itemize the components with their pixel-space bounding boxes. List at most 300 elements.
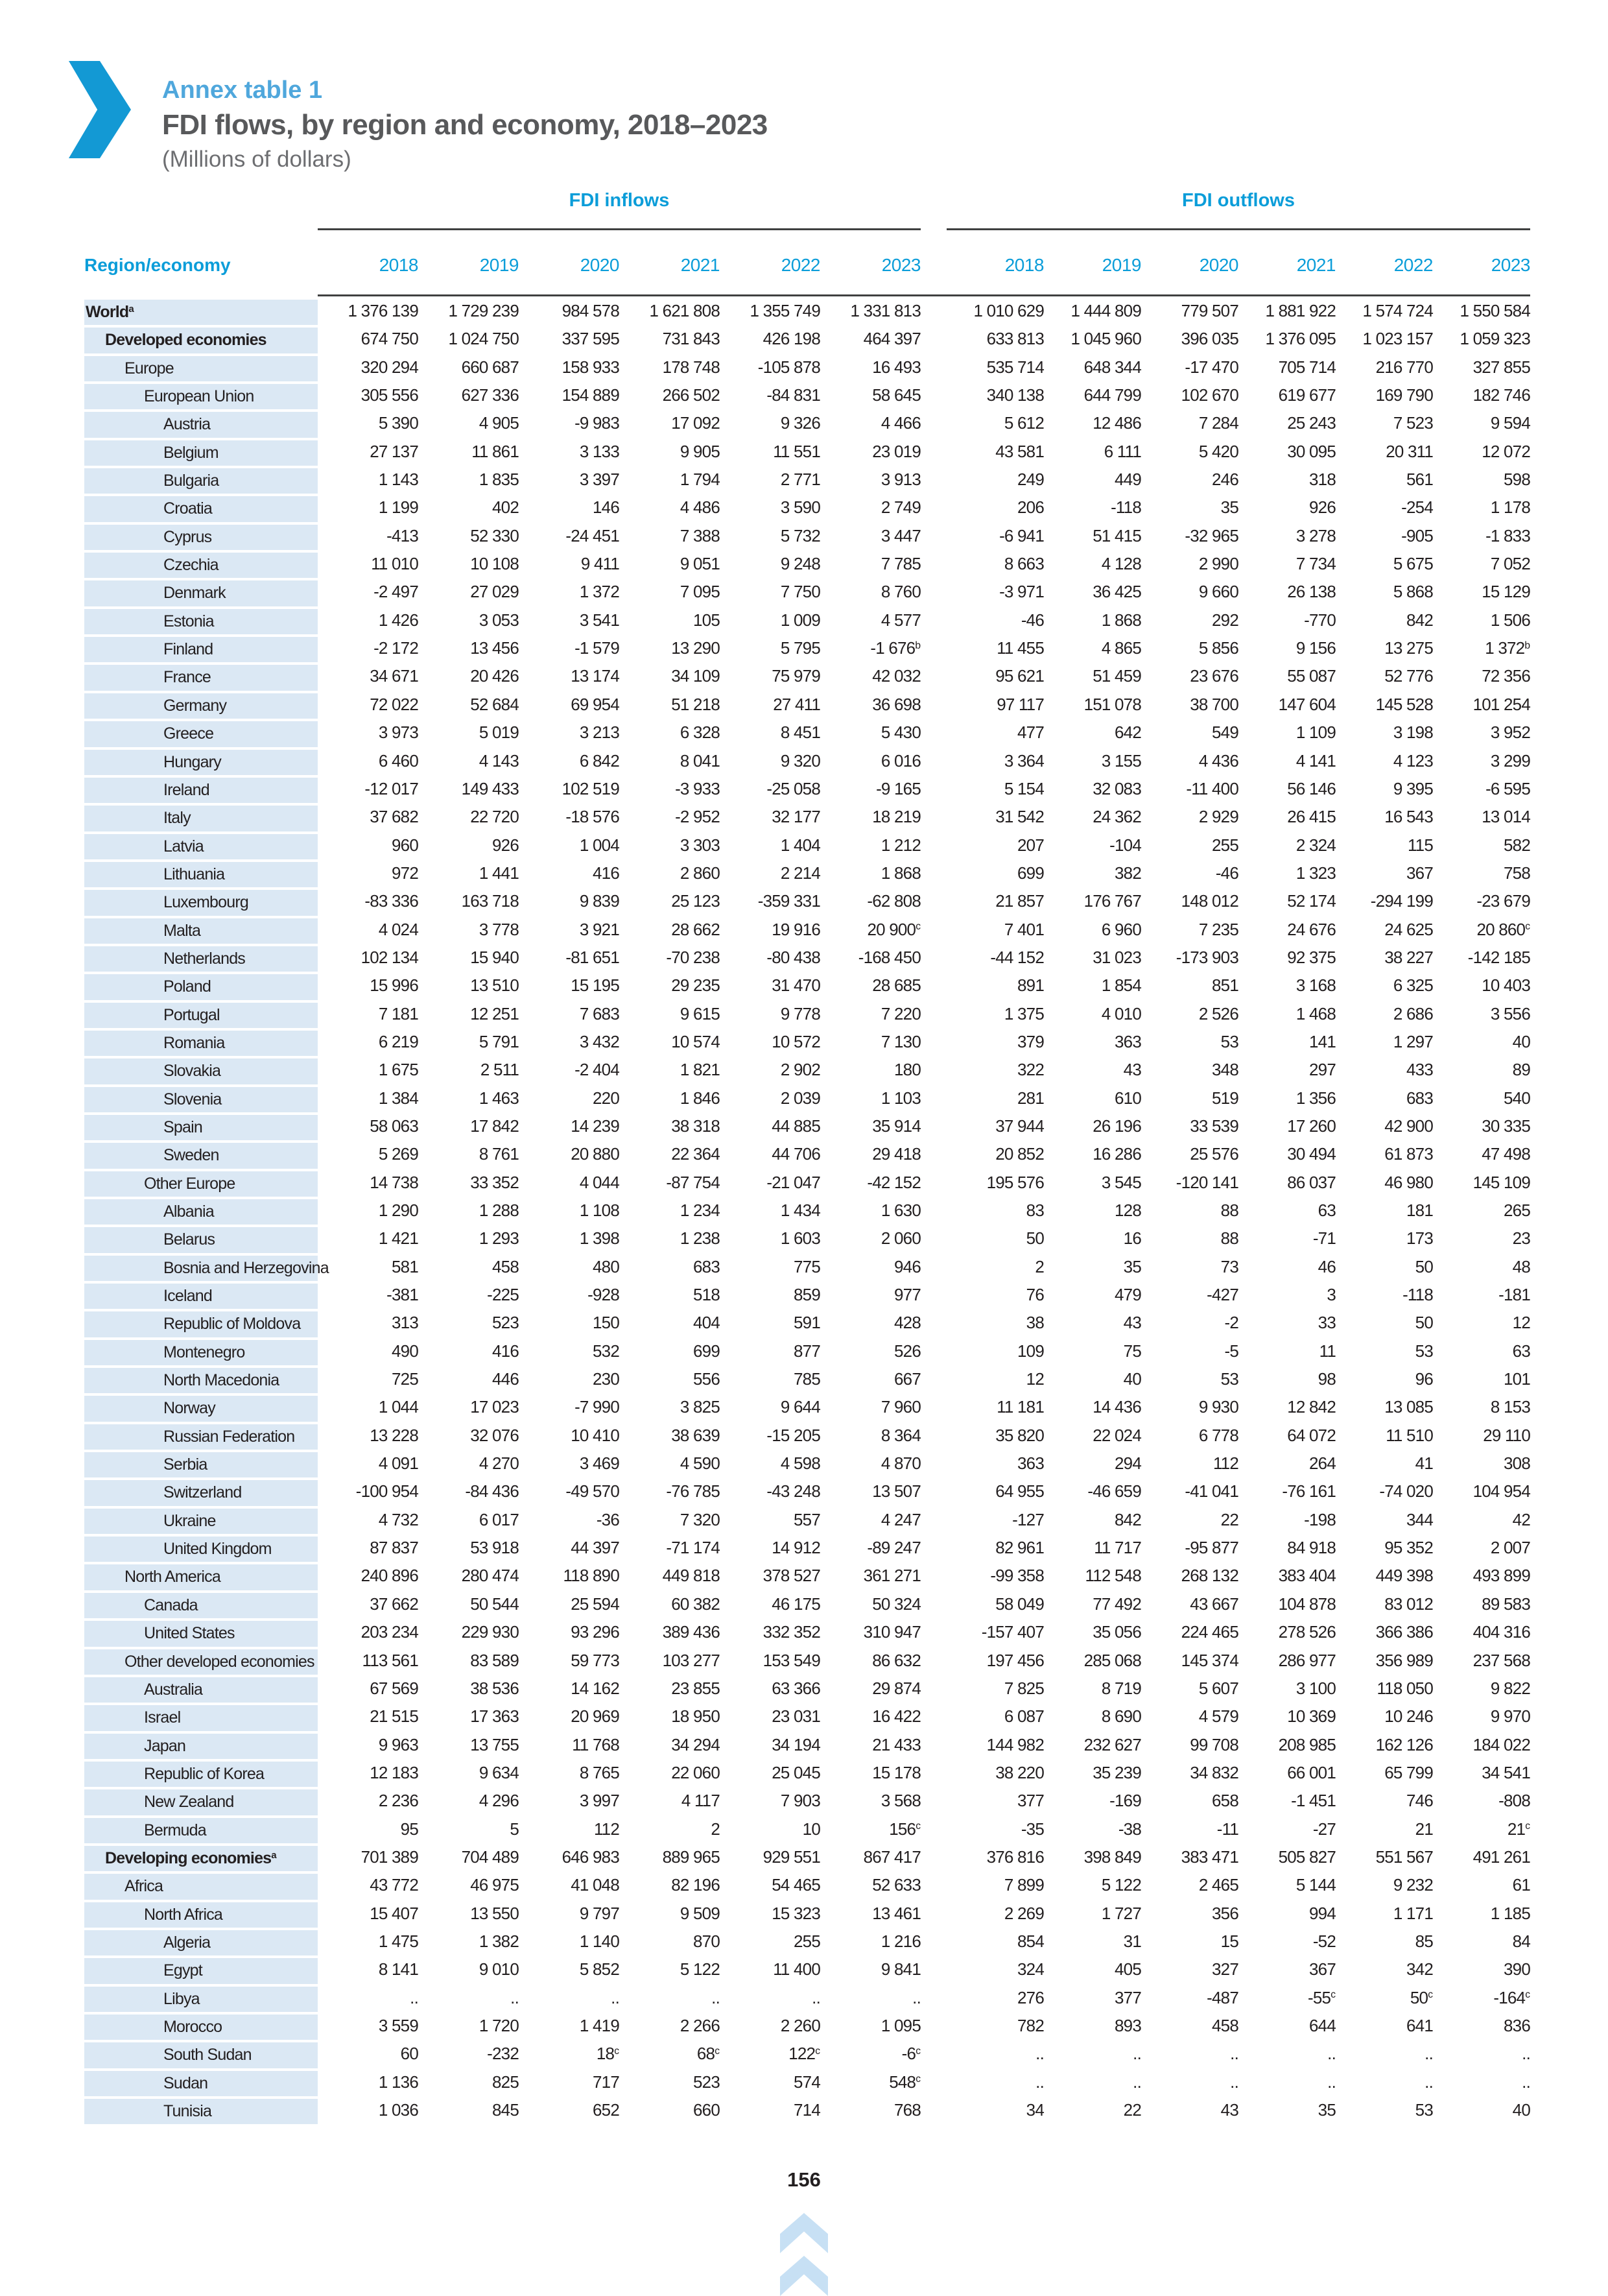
outflow-2023: 3 556 [1490, 1003, 1530, 1023]
inflow-2022: 591 [794, 1313, 820, 1333]
outflow-2022: 50 [1415, 1313, 1433, 1333]
outflow-2018: 12 [1026, 1369, 1044, 1389]
outflow-2020: 88 [1220, 1228, 1238, 1249]
inflow-2023: 5 430 [881, 723, 921, 743]
group-gap [921, 1225, 947, 1252]
inflow-2019: 4 296 [479, 1791, 519, 1811]
inflow-2018: 1 199 [378, 497, 418, 518]
inflow-2019: 1 293 [479, 1228, 519, 1249]
outflow-2021: 367 [1309, 1959, 1336, 1979]
outflow-2021: 318 [1309, 470, 1336, 490]
outflow-2019: 1 727 [1101, 1903, 1141, 1923]
inflow-2022: 153 549 [763, 1650, 820, 1670]
inflow-2018: -413 [386, 525, 418, 545]
outflow-2018: 5 612 [1004, 413, 1044, 433]
group-gap [921, 1843, 947, 1871]
inflow-2020: 20 880 [571, 1144, 619, 1164]
outflow-2023: 308 [1504, 1453, 1530, 1474]
inflow-2018: 320 294 [361, 357, 418, 377]
outflow-2018: 7 825 [1004, 1678, 1044, 1698]
row-label: North Macedonia [84, 1365, 318, 1393]
outflow-2021: 30 095 [1287, 441, 1336, 461]
inflow-2022: 2 771 [780, 470, 820, 490]
inflow-2021: 449 818 [662, 1566, 720, 1586]
outflow-2023: 8 153 [1490, 1397, 1530, 1417]
outflow-2019: 31 023 [1093, 947, 1141, 967]
inflow-2019: 446 [492, 1369, 519, 1389]
row-label: European Union [84, 381, 318, 409]
inflow-2019: 38 536 [470, 1678, 519, 1698]
row-label: Africa [84, 1871, 318, 1899]
inflow-2019: 845 [492, 2100, 519, 2120]
group-gap [921, 2012, 947, 2040]
outflow-2020: -427 [1207, 1285, 1238, 1305]
outflow-2021: 24 676 [1287, 919, 1336, 939]
inflow-2018: 1 421 [378, 1228, 418, 1249]
region-economy-header: Region/economy [84, 255, 231, 275]
outflow-2018: 7 401 [1004, 919, 1044, 939]
outflow-2023: 42 [1512, 1509, 1530, 1529]
inflow-2021: 103 277 [662, 1650, 720, 1670]
inflow-2018: 102 134 [361, 947, 418, 967]
inflow-2020: 18$^c$ [596, 2044, 619, 2064]
inflow-2021: 18 950 [671, 1706, 720, 1727]
outflow-2022: 342 [1406, 1959, 1433, 1979]
outflow-2021: 9 156 [1295, 638, 1336, 658]
outflow-2023: 598 [1504, 470, 1530, 490]
inflow-2023: 1 095 [881, 2015, 921, 2035]
outflows-group-rule [947, 228, 1530, 230]
row-label: Belgium [84, 438, 318, 466]
inflow-2020: 1 419 [579, 2015, 619, 2035]
inflow-2020: -2 404 [574, 1060, 619, 1080]
group-gap [921, 1815, 947, 1843]
row-label: Tunisia [84, 2096, 318, 2124]
outflow-2020: 38 700 [1190, 694, 1238, 714]
outflow-2019: 232 627 [1083, 1734, 1141, 1754]
outflow-2020: 9 930 [1198, 1397, 1238, 1417]
outflow-2020: -11 [1216, 1819, 1238, 1839]
outflow-2019: -104 [1109, 835, 1141, 855]
inflow-2021: 60 382 [671, 1594, 720, 1614]
outflow-2020: 43 [1220, 2100, 1238, 2120]
inflow-2018: 15 407 [370, 1903, 418, 1923]
year-header: 2021 [1296, 255, 1336, 275]
inflow-2019: 9 634 [479, 1762, 519, 1782]
inflow-2019: 149 433 [461, 778, 519, 798]
inflow-2023: 977 [894, 1285, 921, 1305]
inflow-2022: 54 465 [772, 1875, 820, 1895]
row-label: World$^a$ [84, 297, 318, 325]
inflow-2021: 7 320 [680, 1509, 720, 1529]
outflow-2020: 292 [1212, 610, 1238, 630]
inflow-2018: 7 181 [378, 1003, 418, 1023]
outflow-2018: 11 181 [997, 1397, 1044, 1417]
inflow-2023: 13 461 [872, 1903, 921, 1923]
inflow-2019: 17 363 [470, 1706, 519, 1727]
inflow-2023: 867 417 [863, 1847, 921, 1867]
inflow-2023: 310 947 [863, 1622, 921, 1642]
outflow-2019: 16 [1123, 1228, 1141, 1249]
inflow-2023: 667 [894, 1369, 921, 1389]
inflow-2023: 8 760 [881, 582, 921, 602]
inflow-2020: 118 890 [563, 1566, 619, 1586]
inflow-2023: 16 422 [872, 1706, 921, 1727]
outflow-2021: 104 878 [1278, 1594, 1336, 1614]
outflow-2019: 4 010 [1101, 1003, 1141, 1023]
inflow-2020: 1 140 [579, 1931, 619, 1951]
outflow-2023: 21$^c$ [1507, 1819, 1530, 1839]
inflow-2023: 9 841 [881, 1959, 921, 1979]
outflow-2020: 15 [1220, 1931, 1238, 1951]
outflow-2021: 52 174 [1287, 891, 1336, 911]
outflow-2020: 268 132 [1181, 1566, 1238, 1586]
inflow-2022: 15 323 [772, 1903, 820, 1923]
outflow-2021: -55$^c$ [1308, 1987, 1336, 2007]
inflow-2022: 1 603 [780, 1228, 820, 1249]
outflow-2019: 51 459 [1093, 666, 1141, 686]
outflow-2021: 84 918 [1287, 1538, 1336, 1558]
outflow-2021: 3 278 [1295, 525, 1336, 545]
outflow-2018: 31 542 [995, 807, 1044, 827]
outflow-2018: 699 [1017, 863, 1044, 883]
row-label: Norway [84, 1393, 318, 1421]
inflow-2020: 9 411 [580, 554, 619, 574]
outflow-2019: 32 083 [1093, 778, 1141, 798]
row-label: Developed economies [84, 325, 318, 353]
group-gap [921, 1900, 947, 1928]
outflow-2019: 1 444 809 [1070, 301, 1141, 320]
outflow-2018: .. [1035, 2044, 1044, 2064]
outflow-2019: 377 [1115, 1987, 1141, 2007]
inflow-2020: -36 [596, 1509, 619, 1529]
inflow-2020: 337 595 [562, 329, 619, 349]
inflow-2022: 34 194 [772, 1734, 820, 1754]
outflow-2019: 3 545 [1101, 1172, 1141, 1192]
outflow-2020: 5 856 [1198, 638, 1238, 658]
outflow-2020: 99 708 [1190, 1734, 1238, 1754]
outflow-2021: 994 [1309, 1903, 1336, 1923]
inflow-2021: 699 [693, 1341, 720, 1361]
outflow-2021: 55 087 [1287, 666, 1336, 686]
inflow-2018: 1 136 [378, 2072, 418, 2092]
outflow-2023: -181 [1498, 1285, 1530, 1305]
group-gap [921, 1422, 947, 1450]
outflow-2022: 65 799 [1384, 1762, 1433, 1782]
inflow-2023: 52 633 [872, 1875, 921, 1895]
inflow-2022: -43 248 [766, 1481, 820, 1501]
outflow-2019: -169 [1109, 1791, 1141, 1811]
outflow-2022: 21 [1415, 1819, 1433, 1839]
outflow-2022: 20 311 [1386, 441, 1433, 461]
outflow-2020: 5 607 [1198, 1678, 1238, 1698]
inflow-2022: 877 [794, 1341, 820, 1361]
inflow-2020: 230 [593, 1369, 619, 1389]
outflow-2021: 644 [1309, 2015, 1336, 2035]
inflow-2019: 1 441 [479, 863, 519, 883]
inflow-2022: 46 175 [772, 1594, 820, 1614]
inflow-2019: 4 143 [479, 750, 519, 771]
outflow-2019: 1 868 [1101, 610, 1141, 630]
outflow-2018: 76 [1026, 1285, 1044, 1305]
inflow-2019: 17 842 [470, 1116, 519, 1136]
outflow-2022: 24 625 [1384, 919, 1433, 939]
inflow-2023: -89 247 [867, 1538, 921, 1558]
outflow-2022: 169 790 [1375, 385, 1433, 405]
row-label: Greece [84, 719, 318, 747]
outflow-2021: 141 [1309, 1031, 1336, 1051]
outflow-2022: 551 567 [1375, 1847, 1433, 1867]
inflow-2021: 1 794 [680, 470, 720, 490]
inflow-2021: 8 041 [680, 750, 720, 771]
inflow-2018: 725 [392, 1369, 418, 1389]
outflow-2021: 26 415 [1287, 807, 1336, 827]
outflow-2022: 115 [1407, 835, 1433, 855]
outflow-2018: 324 [1017, 1959, 1044, 1979]
outflow-2021: 3 [1327, 1285, 1336, 1305]
year-header: 2023 [881, 255, 921, 275]
outflow-2021: 1 468 [1295, 1003, 1336, 1023]
inflow-2021: -2 952 [675, 807, 720, 827]
inflow-2020: 93 296 [571, 1622, 619, 1642]
year-header-rule [318, 294, 1530, 296]
inflow-2019: 1 382 [479, 1931, 519, 1951]
outflow-2020: -11 400 [1186, 778, 1238, 798]
outflow-2023: 40 [1512, 2100, 1530, 2120]
outflow-2020: 53 [1220, 1369, 1238, 1389]
inflow-2022: 2 214 [780, 863, 820, 883]
inflow-2018: 6 219 [378, 1031, 418, 1051]
group-gap [921, 1197, 947, 1225]
inflow-2023: 7 130 [881, 1031, 921, 1051]
outflow-2018: 206 [1017, 497, 1044, 518]
outflow-2023: 47 498 [1482, 1144, 1530, 1164]
outflow-2023: 1 059 323 [1460, 329, 1530, 349]
outflow-2020: 779 507 [1181, 301, 1238, 320]
inflow-2021: 3 303 [680, 835, 720, 855]
outflow-2022: 1 297 [1393, 1031, 1433, 1051]
group-gap [921, 831, 947, 859]
inflow-2023: 35 914 [872, 1116, 921, 1136]
inflow-2021: 13 290 [671, 638, 720, 658]
outflow-2019: 405 [1115, 1959, 1141, 1979]
outflow-2022: .. [1425, 2072, 1433, 2092]
row-label: Slovenia [84, 1084, 318, 1112]
inflow-2018: 4 732 [378, 1509, 418, 1529]
inflow-2020: 44 397 [571, 1538, 619, 1558]
inflow-2018: 58 063 [370, 1116, 418, 1136]
outflow-2022: -74 020 [1379, 1481, 1433, 1501]
year-header: 2021 [680, 255, 720, 275]
outflow-2020: 22 [1220, 1509, 1238, 1529]
inflow-2022: -359 331 [757, 891, 820, 911]
outflow-2022: -294 199 [1370, 891, 1433, 911]
row-label: Algeria [84, 1928, 318, 1955]
outflow-2023: 101 [1504, 1369, 1530, 1389]
row-label: Developing economies$^a$ [84, 1843, 318, 1871]
inflow-2022: 4 598 [780, 1453, 820, 1474]
outflow-2018: 83 [1026, 1201, 1044, 1220]
inflow-2022: 11 400 [773, 1959, 820, 1979]
outflow-2020: 9 660 [1198, 582, 1238, 602]
row-label: Croatia [84, 494, 318, 521]
outflow-2019: 6 960 [1101, 919, 1141, 939]
inflow-2018: 27 137 [370, 441, 418, 461]
outflow-2018: 64 955 [995, 1481, 1044, 1501]
outflow-2019: 642 [1115, 723, 1141, 743]
row-label: Italy [84, 803, 318, 831]
inflow-2021: 2 860 [680, 863, 720, 883]
outflow-2023: 7 052 [1490, 554, 1530, 574]
group-gap [921, 775, 947, 803]
inflow-2023: 526 [894, 1341, 921, 1361]
inflow-2019: 6 017 [479, 1509, 519, 1529]
outflow-2021: 30 494 [1287, 1144, 1336, 1164]
inflow-2019: 1 463 [479, 1088, 519, 1108]
inflow-2019: 627 336 [461, 385, 519, 405]
inflow-2023: 1 630 [881, 1201, 921, 1220]
outflow-2021: 56 146 [1287, 778, 1336, 798]
outflow-2023: .. [1522, 2044, 1530, 2064]
outflow-2021: 10 369 [1287, 1706, 1336, 1727]
inflow-2023: -9 165 [876, 778, 921, 798]
inflow-2021: 556 [693, 1369, 720, 1389]
inflow-2021: 38 639 [671, 1425, 720, 1445]
inflow-2021: 10 574 [671, 1031, 720, 1051]
row-label: Israel [84, 1703, 318, 1730]
column-group-fdi-outflows: FDI outflows [1182, 190, 1295, 211]
inflow-2019: 52 684 [470, 694, 519, 714]
inflow-2022: 332 352 [763, 1622, 820, 1642]
outflow-2018: 633 813 [986, 329, 1044, 349]
group-gap [921, 466, 947, 494]
inflow-2022: 9 320 [780, 750, 820, 771]
inflow-2019: 3 053 [479, 610, 519, 630]
inflow-2018: -2 172 [373, 638, 418, 658]
inflow-2022: 1 404 [780, 835, 820, 855]
inflow-2019: 2 511 [480, 1060, 519, 1080]
outflow-2019: 112 548 [1085, 1566, 1141, 1586]
inflow-2019: 926 [492, 835, 519, 855]
inflow-2018: 3 973 [378, 723, 418, 743]
outflow-2022: 53 [1415, 2100, 1433, 2120]
inflow-2020: 532 [593, 1341, 619, 1361]
inflow-2023: 29 418 [872, 1144, 921, 1164]
inflow-2023: 3 447 [881, 525, 921, 545]
outflow-2020: 23 676 [1190, 666, 1238, 686]
inflow-2020: 1 004 [579, 835, 619, 855]
row-label: Denmark [84, 578, 318, 606]
outflow-2021: -27 [1312, 1819, 1336, 1839]
inflow-2019: 13 456 [470, 638, 519, 658]
outflow-2023: 237 568 [1472, 1650, 1530, 1670]
group-gap [921, 747, 947, 775]
outflow-2022: 366 386 [1375, 1622, 1433, 1642]
outflow-2018: 50 [1026, 1228, 1044, 1249]
outflow-2019: 22 [1123, 2100, 1141, 2120]
inflow-2021: 23 855 [671, 1678, 720, 1698]
outflow-2018: 363 [1017, 1453, 1044, 1474]
inflow-2018: 37 682 [370, 807, 418, 827]
inflow-2021: 4 590 [680, 1453, 720, 1474]
group-gap [921, 1056, 947, 1084]
outflow-2019: 43 [1123, 1060, 1141, 1080]
outflow-2018: 21 857 [995, 891, 1044, 911]
row-label: Cyprus [84, 522, 318, 550]
inflow-2023: 8 364 [881, 1425, 921, 1445]
inflow-2021: 9 509 [680, 1903, 720, 1923]
outflow-2023: 1 550 584 [1460, 301, 1530, 320]
inflow-2022: -25 058 [766, 778, 820, 798]
outflow-2018: 97 117 [997, 694, 1044, 714]
inflow-2022: 1 434 [780, 1201, 820, 1220]
inflow-2023: 548$^c$ [889, 2072, 921, 2092]
inflow-2020: 150 [593, 1313, 619, 1333]
inflow-2021: 5 122 [680, 1959, 720, 1979]
outflow-2020: 327 [1212, 1959, 1238, 1979]
inflow-2018: 14 738 [370, 1172, 418, 1192]
outflow-2019: 644 799 [1083, 385, 1141, 405]
inflow-2020: 102 519 [562, 778, 619, 798]
outflow-2022: 356 989 [1375, 1650, 1433, 1670]
outflow-2022: 449 398 [1375, 1566, 1433, 1586]
outflow-2019: 8 690 [1101, 1706, 1141, 1727]
inflow-2020: 10 410 [571, 1425, 619, 1445]
outflow-2020: 33 539 [1190, 1116, 1238, 1136]
inflow-2023: 1 103 [881, 1088, 921, 1108]
group-gap [921, 1647, 947, 1675]
outflow-2022: 85 [1415, 1931, 1433, 1951]
outflow-2021: 3 100 [1295, 1678, 1336, 1698]
inflow-2019: 12 251 [470, 1003, 519, 1023]
inflow-2023: 156$^c$ [889, 1819, 921, 1839]
group-gap [921, 2040, 947, 2068]
outflow-2023: 34 541 [1482, 1762, 1530, 1782]
outflow-2020: 6 778 [1198, 1425, 1238, 1445]
outflow-2022: 1 171 [1393, 1903, 1433, 1923]
inflow-2019: 5 791 [479, 1031, 519, 1051]
inflow-2019: 53 918 [470, 1538, 519, 1558]
inflow-2019: 13 550 [470, 1903, 519, 1923]
inflow-2019: 1 720 [479, 2015, 519, 2035]
group-gap [921, 1506, 947, 1534]
group-gap [921, 1534, 947, 1562]
inflow-2023: -6$^c$ [901, 2044, 921, 2064]
outflow-2019: 5 122 [1101, 1875, 1141, 1895]
outflow-2022: -905 [1401, 525, 1433, 545]
outflow-2021: 11 [1319, 1341, 1336, 1361]
inflow-2018: 15 996 [370, 975, 418, 996]
inflow-2018: 11 010 [371, 554, 418, 574]
group-gap [921, 1618, 947, 1646]
outflow-2021: 25 243 [1287, 413, 1336, 433]
outflow-2020: .. [1230, 2072, 1238, 2092]
inflow-2022: 32 177 [772, 807, 820, 827]
inflow-2023: -62 808 [867, 891, 921, 911]
inflow-2021: 22 364 [671, 1144, 720, 1164]
outflow-2021: -52 [1312, 1931, 1336, 1951]
inflow-2023: 6 016 [881, 750, 921, 771]
year-header: 2023 [1491, 255, 1530, 275]
inflow-2021: 25 123 [671, 891, 720, 911]
outflow-2021: 1 109 [1295, 723, 1336, 743]
outflow-2022: 162 126 [1375, 1734, 1433, 1754]
inflow-2022: 775 [794, 1256, 820, 1276]
inflow-2018: 203 234 [361, 1622, 418, 1642]
outflow-2023: 184 022 [1472, 1734, 1530, 1754]
row-label: New Zealand [84, 1787, 318, 1815]
outflow-2021: 926 [1309, 497, 1336, 518]
